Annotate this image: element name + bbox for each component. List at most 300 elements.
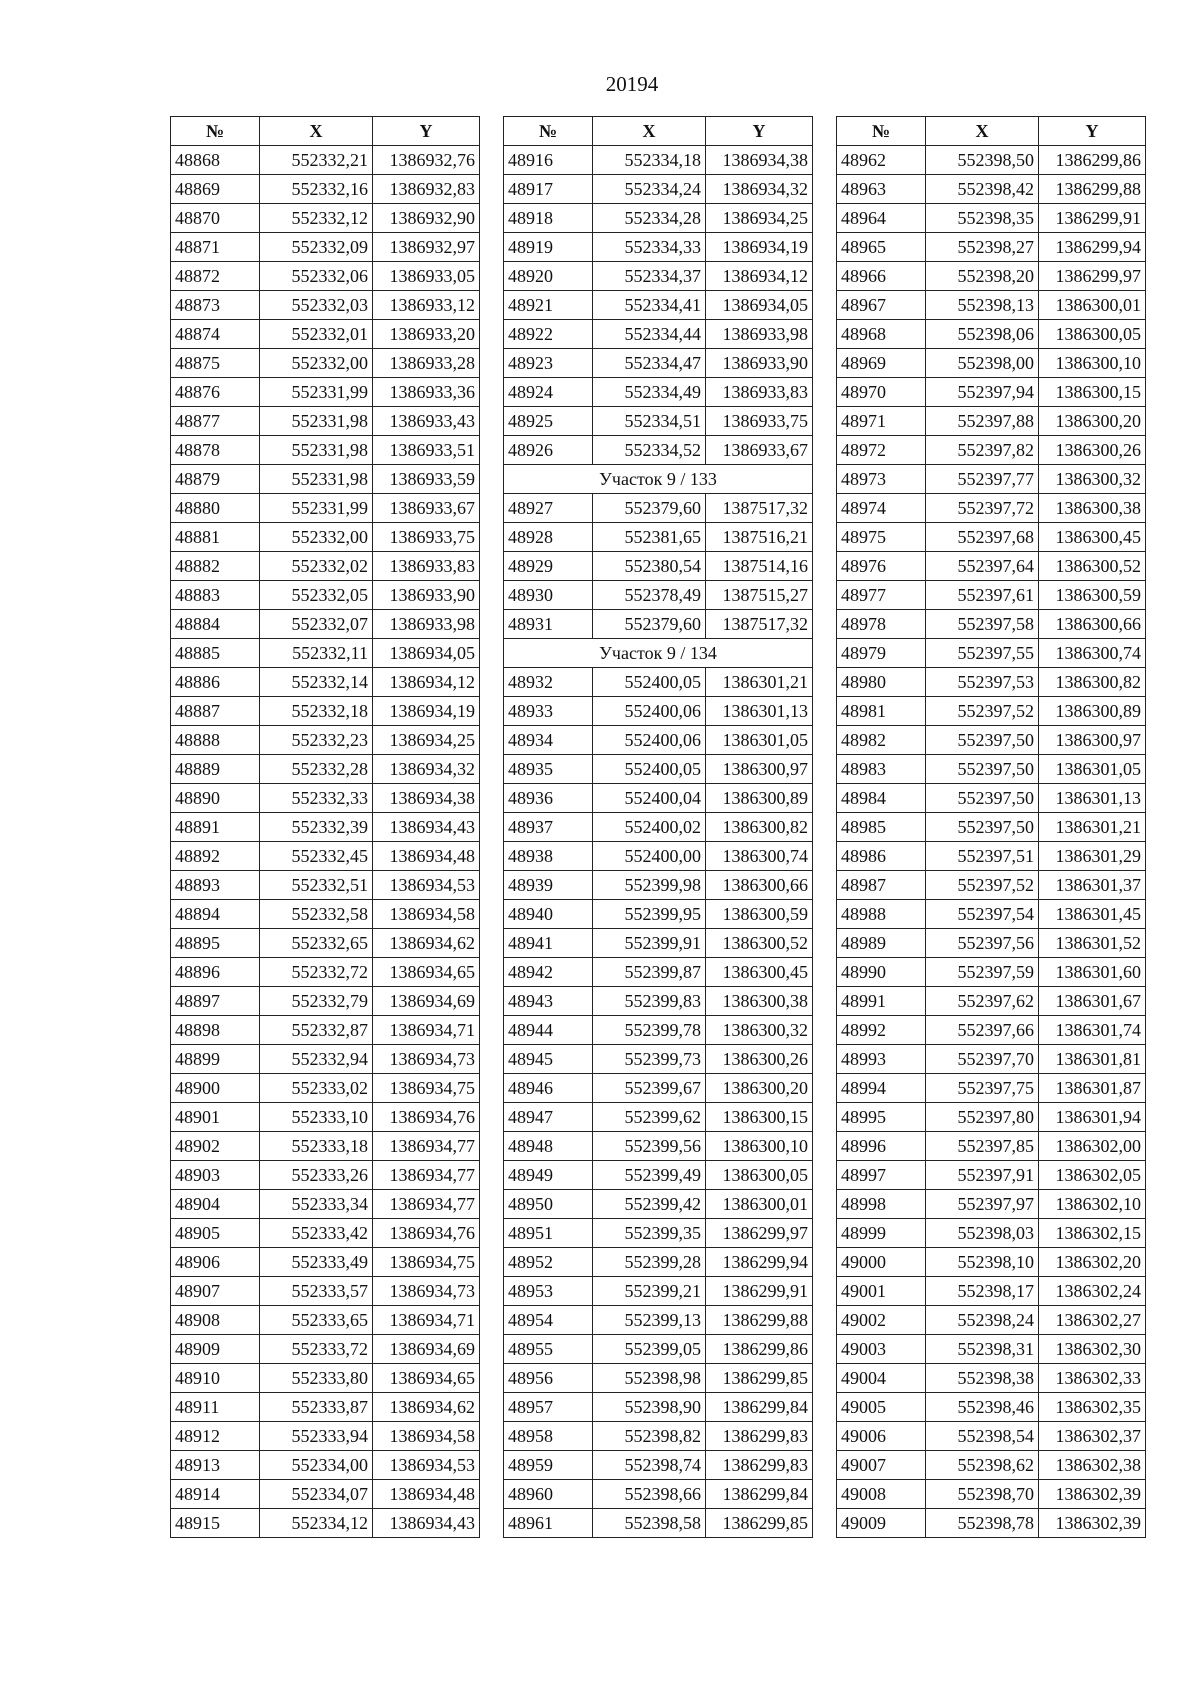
point-number: 48966: [837, 262, 926, 291]
table-row: [504, 552, 813, 581]
x-coordinate: 552332,16: [260, 175, 373, 204]
y-coordinate: 1386302,37: [1039, 1422, 1146, 1451]
point-number: 48929: [504, 552, 593, 581]
x-coordinate: 552334,47: [593, 349, 706, 378]
y-coordinate: 1386934,58: [373, 1422, 480, 1451]
table-row: [837, 1306, 1146, 1335]
y-coordinate: 1386934,73: [373, 1045, 480, 1074]
point-number: 48943: [504, 987, 593, 1016]
x-coordinate: 552397,53: [926, 668, 1039, 697]
x-coordinate: 552332,14: [260, 668, 373, 697]
table-row: [504, 1480, 813, 1509]
y-coordinate: 1386934,12: [706, 262, 813, 291]
point-number: 48979: [837, 639, 926, 668]
point-number: 48939: [504, 871, 593, 900]
point-number: 48913: [171, 1451, 260, 1480]
y-coordinate: 1386300,89: [1039, 697, 1146, 726]
x-coordinate: 552397,52: [926, 697, 1039, 726]
table-row: [504, 494, 813, 523]
x-coordinate: 552332,06: [260, 262, 373, 291]
table-row: [171, 1219, 480, 1248]
table-row: [837, 349, 1146, 378]
y-coordinate: 1386301,52: [1039, 929, 1146, 958]
table-row: [171, 465, 480, 494]
point-number: 48957: [504, 1393, 593, 1422]
x-coordinate: 552397,72: [926, 494, 1039, 523]
y-coordinate: 1386934,58: [373, 900, 480, 929]
y-coordinate: 1386934,71: [373, 1016, 480, 1045]
point-number: 48919: [504, 233, 593, 262]
y-coordinate: 1386934,12: [373, 668, 480, 697]
table-row: [171, 175, 480, 204]
y-coordinate: 1386299,97: [706, 1219, 813, 1248]
y-coordinate: 1386300,45: [1039, 523, 1146, 552]
table-row: [504, 581, 813, 610]
x-coordinate: 552331,99: [260, 494, 373, 523]
point-number: 48874: [171, 320, 260, 349]
x-coordinate: 552398,42: [926, 175, 1039, 204]
x-coordinate: 552333,57: [260, 1277, 373, 1306]
y-coordinate: 1386302,35: [1039, 1393, 1146, 1422]
x-coordinate: 552332,23: [260, 726, 373, 755]
x-coordinate: 552398,13: [926, 291, 1039, 320]
table-row: [837, 784, 1146, 813]
x-coordinate: 552332,65: [260, 929, 373, 958]
section-label: Участок 9 / 133: [504, 465, 813, 494]
y-coordinate: 1386302,27: [1039, 1306, 1146, 1335]
x-coordinate: 552379,60: [593, 494, 706, 523]
coordinates-table-2: [503, 116, 813, 1538]
y-coordinate: 1387517,32: [706, 610, 813, 639]
x-coordinate: 552398,27: [926, 233, 1039, 262]
x-coordinate: 552381,65: [593, 523, 706, 552]
y-coordinate: 1386934,38: [706, 146, 813, 175]
point-number: 48946: [504, 1074, 593, 1103]
header-x: X: [260, 117, 373, 146]
table-row: [504, 1306, 813, 1335]
x-coordinate: 552332,39: [260, 813, 373, 842]
table-row: [837, 1190, 1146, 1219]
table-row: [171, 1364, 480, 1393]
table-row: [837, 436, 1146, 465]
x-coordinate: 552333,49: [260, 1248, 373, 1277]
y-coordinate: 1386299,83: [706, 1422, 813, 1451]
y-coordinate: 1386300,89: [706, 784, 813, 813]
point-number: 48973: [837, 465, 926, 494]
x-coordinate: 552399,67: [593, 1074, 706, 1103]
point-number: 49004: [837, 1364, 926, 1393]
x-coordinate: 552331,98: [260, 436, 373, 465]
y-coordinate: 1386300,10: [706, 1132, 813, 1161]
y-coordinate: 1386299,94: [1039, 233, 1146, 262]
point-number: 48916: [504, 146, 593, 175]
x-coordinate: 552333,10: [260, 1103, 373, 1132]
table-row: [837, 1074, 1146, 1103]
table-header-row: [504, 117, 813, 146]
table-row: [504, 349, 813, 378]
point-number: 48967: [837, 291, 926, 320]
table-row: [504, 784, 813, 813]
x-coordinate: 552397,62: [926, 987, 1039, 1016]
point-number: 48910: [171, 1364, 260, 1393]
y-coordinate: 1386933,67: [706, 436, 813, 465]
y-coordinate: 1386302,38: [1039, 1451, 1146, 1480]
x-coordinate: 552397,52: [926, 871, 1039, 900]
point-number: 48960: [504, 1480, 593, 1509]
y-coordinate: 1386933,83: [373, 552, 480, 581]
x-coordinate: 552397,61: [926, 581, 1039, 610]
x-coordinate: 552399,78: [593, 1016, 706, 1045]
point-number: 48964: [837, 204, 926, 233]
table-row: [837, 465, 1146, 494]
table-row: [171, 1451, 480, 1480]
y-coordinate: 1386933,36: [373, 378, 480, 407]
table-row: [171, 610, 480, 639]
y-coordinate: 1386300,66: [1039, 610, 1146, 639]
y-coordinate: 1386934,62: [373, 929, 480, 958]
y-coordinate: 1386300,38: [706, 987, 813, 1016]
point-number: 49002: [837, 1306, 926, 1335]
point-number: 48873: [171, 291, 260, 320]
y-coordinate: 1386301,67: [1039, 987, 1146, 1016]
table-row: [504, 407, 813, 436]
y-coordinate: 1386933,05: [373, 262, 480, 291]
y-coordinate: 1386299,85: [706, 1509, 813, 1538]
x-coordinate: 552397,56: [926, 929, 1039, 958]
point-number: 48944: [504, 1016, 593, 1045]
point-number: 48914: [171, 1480, 260, 1509]
x-coordinate: 552399,05: [593, 1335, 706, 1364]
table-row: [171, 1161, 480, 1190]
table-row: [171, 929, 480, 958]
table-row: [837, 1132, 1146, 1161]
point-number: 48950: [504, 1190, 593, 1219]
x-coordinate: 552398,58: [593, 1509, 706, 1538]
table-row: [171, 349, 480, 378]
y-coordinate: 1386934,77: [373, 1132, 480, 1161]
x-coordinate: 552398,46: [926, 1393, 1039, 1422]
y-coordinate: 1386934,53: [373, 871, 480, 900]
table-row: [171, 407, 480, 436]
x-coordinate: 552333,18: [260, 1132, 373, 1161]
y-coordinate: 1386301,94: [1039, 1103, 1146, 1132]
y-coordinate: 1386301,21: [706, 668, 813, 697]
x-coordinate: 552400,04: [593, 784, 706, 813]
y-coordinate: 1386301,37: [1039, 871, 1146, 900]
point-number: 48923: [504, 349, 593, 378]
y-coordinate: 1386933,28: [373, 349, 480, 378]
y-coordinate: 1386300,05: [1039, 320, 1146, 349]
y-coordinate: 1386300,97: [706, 755, 813, 784]
x-coordinate: 552332,03: [260, 291, 373, 320]
x-coordinate: 552399,83: [593, 987, 706, 1016]
x-coordinate: 552399,35: [593, 1219, 706, 1248]
y-coordinate: 1386934,48: [373, 842, 480, 871]
table-row: [837, 146, 1146, 175]
y-coordinate: 1386934,77: [373, 1161, 480, 1190]
point-number: 48869: [171, 175, 260, 204]
table-row: [837, 726, 1146, 755]
x-coordinate: 552333,72: [260, 1335, 373, 1364]
point-number: 48989: [837, 929, 926, 958]
x-coordinate: 552334,24: [593, 175, 706, 204]
table-row: [837, 407, 1146, 436]
y-coordinate: 1386300,32: [1039, 465, 1146, 494]
x-coordinate: 552397,51: [926, 842, 1039, 871]
table-row: [837, 523, 1146, 552]
x-coordinate: 552332,33: [260, 784, 373, 813]
x-coordinate: 552333,94: [260, 1422, 373, 1451]
table-row: [837, 1451, 1146, 1480]
point-number: 48958: [504, 1422, 593, 1451]
x-coordinate: 552398,50: [926, 146, 1039, 175]
y-coordinate: 1386934,48: [373, 1480, 480, 1509]
x-coordinate: 552334,49: [593, 378, 706, 407]
point-number: 48902: [171, 1132, 260, 1161]
x-coordinate: 552333,80: [260, 1364, 373, 1393]
point-number: 48884: [171, 610, 260, 639]
table-row: [171, 581, 480, 610]
header-y: Y: [1039, 117, 1146, 146]
table-row: [171, 1422, 480, 1451]
x-coordinate: 552398,62: [926, 1451, 1039, 1480]
x-coordinate: 552332,45: [260, 842, 373, 871]
point-number: 48894: [171, 900, 260, 929]
point-number: 48885: [171, 639, 260, 668]
y-coordinate: 1386300,74: [706, 842, 813, 871]
table-row: [171, 1509, 480, 1538]
table-row: [171, 871, 480, 900]
table-row: [504, 146, 813, 175]
y-coordinate: 1386934,69: [373, 1335, 480, 1364]
x-coordinate: 552397,77: [926, 465, 1039, 494]
point-number: 48949: [504, 1161, 593, 1190]
point-number: 48926: [504, 436, 593, 465]
point-number: 48908: [171, 1306, 260, 1335]
point-number: 48870: [171, 204, 260, 233]
y-coordinate: 1386934,32: [706, 175, 813, 204]
x-coordinate: 552333,34: [260, 1190, 373, 1219]
table-row: [504, 1364, 813, 1393]
point-number: 48996: [837, 1132, 926, 1161]
table-row: [504, 175, 813, 204]
point-number: 49009: [837, 1509, 926, 1538]
table-row: [837, 900, 1146, 929]
table-row: [504, 262, 813, 291]
point-number: 49001: [837, 1277, 926, 1306]
table-row: [171, 436, 480, 465]
point-number: 48980: [837, 668, 926, 697]
x-coordinate: 552397,94: [926, 378, 1039, 407]
y-coordinate: 1386299,94: [706, 1248, 813, 1277]
point-number: 48994: [837, 1074, 926, 1103]
y-coordinate: 1386934,77: [373, 1190, 480, 1219]
point-number: 48905: [171, 1219, 260, 1248]
x-coordinate: 552332,87: [260, 1016, 373, 1045]
point-number: 48997: [837, 1161, 926, 1190]
x-coordinate: 552398,66: [593, 1480, 706, 1509]
point-number: 48879: [171, 465, 260, 494]
table-row: [504, 204, 813, 233]
x-coordinate: 552399,98: [593, 871, 706, 900]
point-number: 48893: [171, 871, 260, 900]
y-coordinate: 1386301,87: [1039, 1074, 1146, 1103]
point-number: 48999: [837, 1219, 926, 1248]
point-number: 48899: [171, 1045, 260, 1074]
table-row: [504, 436, 813, 465]
point-number: 48896: [171, 958, 260, 987]
point-number: 48935: [504, 755, 593, 784]
point-number: 48886: [171, 668, 260, 697]
y-coordinate: 1386933,43: [373, 407, 480, 436]
y-coordinate: 1386300,52: [1039, 552, 1146, 581]
y-coordinate: 1386300,01: [706, 1190, 813, 1219]
point-number: 48959: [504, 1451, 593, 1480]
x-coordinate: 552397,75: [926, 1074, 1039, 1103]
point-number: 48904: [171, 1190, 260, 1219]
y-coordinate: 1386300,15: [706, 1103, 813, 1132]
table-row: [504, 900, 813, 929]
x-coordinate: 552334,33: [593, 233, 706, 262]
x-coordinate: 552398,17: [926, 1277, 1039, 1306]
y-coordinate: 1386301,60: [1039, 958, 1146, 987]
point-number: 48891: [171, 813, 260, 842]
point-number: 48880: [171, 494, 260, 523]
table-row: [504, 1335, 813, 1364]
x-coordinate: 552399,21: [593, 1277, 706, 1306]
y-coordinate: 1386934,76: [373, 1103, 480, 1132]
table-row: [504, 320, 813, 349]
x-coordinate: 552332,79: [260, 987, 373, 1016]
table-row: [171, 1074, 480, 1103]
point-number: 48982: [837, 726, 926, 755]
point-number: 49000: [837, 1248, 926, 1277]
y-coordinate: 1386302,10: [1039, 1190, 1146, 1219]
x-coordinate: 552397,80: [926, 1103, 1039, 1132]
x-coordinate: 552331,99: [260, 378, 373, 407]
y-coordinate: 1386933,20: [373, 320, 480, 349]
point-number: 49008: [837, 1480, 926, 1509]
table-row: [504, 668, 813, 697]
x-coordinate: 552331,98: [260, 465, 373, 494]
x-coordinate: 552380,54: [593, 552, 706, 581]
table-row: [504, 1422, 813, 1451]
table-row: [171, 552, 480, 581]
y-coordinate: 1386933,98: [706, 320, 813, 349]
point-number: 48983: [837, 755, 926, 784]
y-coordinate: 1386302,00: [1039, 1132, 1146, 1161]
point-number: 48887: [171, 697, 260, 726]
x-coordinate: 552399,91: [593, 929, 706, 958]
y-coordinate: 1386933,90: [373, 581, 480, 610]
y-coordinate: 1386300,82: [706, 813, 813, 842]
table-row: [837, 175, 1146, 204]
y-coordinate: 1386299,84: [706, 1393, 813, 1422]
table-row: [171, 639, 480, 668]
table-row: [504, 378, 813, 407]
table-row: [171, 262, 480, 291]
x-coordinate: 552398,90: [593, 1393, 706, 1422]
x-coordinate: 552398,00: [926, 349, 1039, 378]
y-coordinate: 1386299,84: [706, 1480, 813, 1509]
point-number: 48962: [837, 146, 926, 175]
y-coordinate: 1386300,82: [1039, 668, 1146, 697]
point-number: 48955: [504, 1335, 593, 1364]
y-coordinate: 1386934,05: [373, 639, 480, 668]
point-number: 48918: [504, 204, 593, 233]
table-row: [837, 929, 1146, 958]
point-number: 48900: [171, 1074, 260, 1103]
point-number: 48990: [837, 958, 926, 987]
table-row: [837, 1016, 1146, 1045]
y-coordinate: 1386301,13: [1039, 784, 1146, 813]
x-coordinate: 552332,07: [260, 610, 373, 639]
table-row: [837, 1103, 1146, 1132]
table-row: [837, 1422, 1146, 1451]
y-coordinate: 1386300,15: [1039, 378, 1146, 407]
table-row: [171, 146, 480, 175]
point-number: 48898: [171, 1016, 260, 1045]
table-row: [171, 726, 480, 755]
x-coordinate: 552399,95: [593, 900, 706, 929]
point-number: 48987: [837, 871, 926, 900]
point-number: 48911: [171, 1393, 260, 1422]
y-coordinate: 1386300,97: [1039, 726, 1146, 755]
point-number: 48937: [504, 813, 593, 842]
y-coordinate: 1386934,43: [373, 813, 480, 842]
table-row: [837, 581, 1146, 610]
x-coordinate: 552332,12: [260, 204, 373, 233]
x-coordinate: 552379,60: [593, 610, 706, 639]
x-coordinate: 552398,06: [926, 320, 1039, 349]
table-row: [504, 1045, 813, 1074]
table-row: [837, 552, 1146, 581]
y-coordinate: 1386299,83: [706, 1451, 813, 1480]
x-coordinate: 552399,73: [593, 1045, 706, 1074]
y-coordinate: 1386934,43: [373, 1509, 480, 1538]
x-coordinate: 552400,06: [593, 726, 706, 755]
x-coordinate: 552397,50: [926, 813, 1039, 842]
y-coordinate: 1386302,33: [1039, 1364, 1146, 1393]
y-coordinate: 1386934,05: [706, 291, 813, 320]
point-number: 48978: [837, 610, 926, 639]
table-row: [837, 1161, 1146, 1190]
y-coordinate: 1386301,29: [1039, 842, 1146, 871]
table-row: [171, 233, 480, 262]
point-number: 48930: [504, 581, 593, 610]
x-coordinate: 552334,07: [260, 1480, 373, 1509]
table-row: [171, 668, 480, 697]
x-coordinate: 552397,58: [926, 610, 1039, 639]
y-coordinate: 1386299,97: [1039, 262, 1146, 291]
x-coordinate: 552398,03: [926, 1219, 1039, 1248]
section-row: [504, 639, 813, 668]
x-coordinate: 552398,10: [926, 1248, 1039, 1277]
table-row: [504, 610, 813, 639]
x-coordinate: 552332,05: [260, 581, 373, 610]
table-row: [837, 1480, 1146, 1509]
table-row: [171, 784, 480, 813]
point-number: 48953: [504, 1277, 593, 1306]
x-coordinate: 552333,26: [260, 1161, 373, 1190]
x-coordinate: 552397,64: [926, 552, 1039, 581]
coordinates-table-3: [836, 116, 1146, 1538]
y-coordinate: 1386301,21: [1039, 813, 1146, 842]
table-row: [171, 697, 480, 726]
point-number: 48965: [837, 233, 926, 262]
table-row: [171, 958, 480, 987]
y-coordinate: 1386933,59: [373, 465, 480, 494]
